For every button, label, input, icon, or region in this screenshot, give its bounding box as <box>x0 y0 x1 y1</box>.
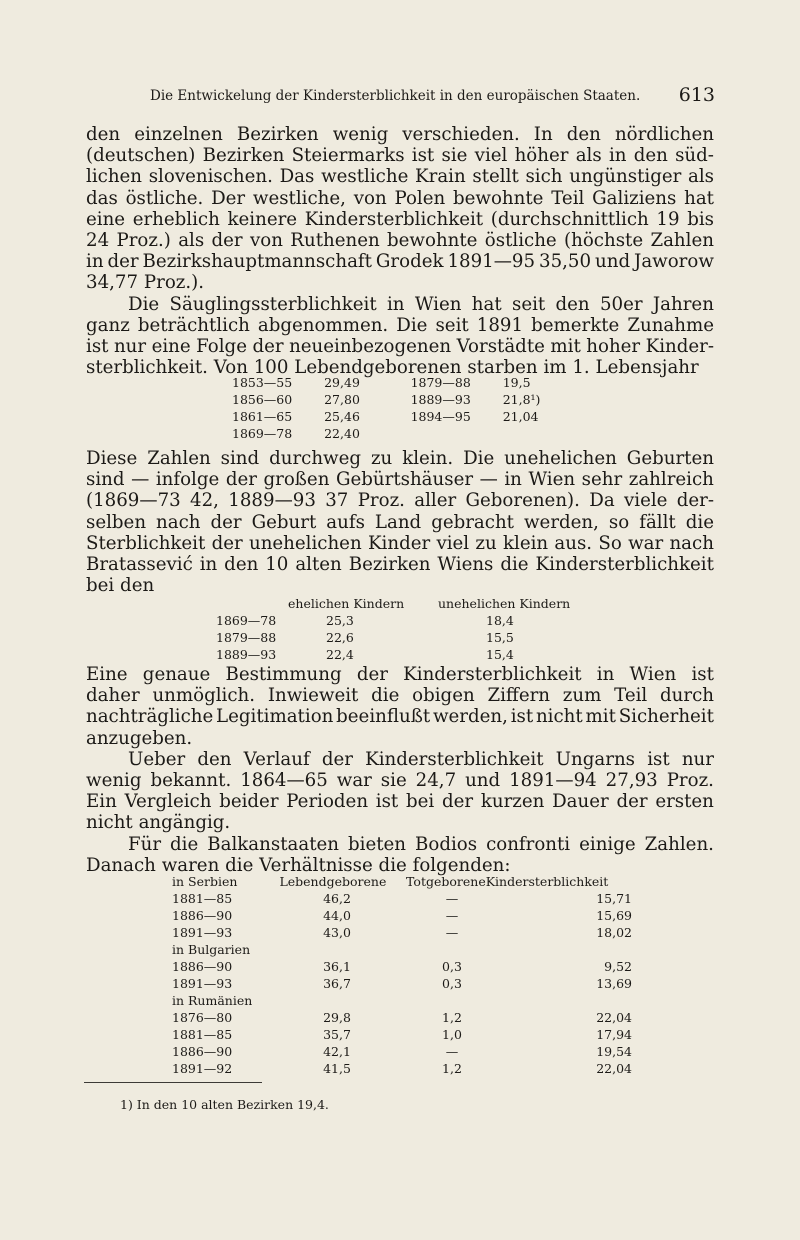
page-number: 613 <box>678 84 715 106</box>
table-cell: — <box>445 925 459 940</box>
table-cell: 1886—90 <box>172 1044 233 1059</box>
text-line: nachträgliche Legitimation beeinflußt werden, ist nicht mit Sicherheit <box>86 706 714 728</box>
table-cell: 0,3 <box>442 976 462 991</box>
table-cell: 0,3 <box>442 959 462 974</box>
legitimacy-table <box>216 596 616 664</box>
footnote-rule <box>84 1082 262 1083</box>
table-cell: 22,4 <box>326 647 354 662</box>
table-cell: 22,6 <box>326 630 354 645</box>
text-line: ganz beträchtlich abgenommen. Die seit 1891 bemerkte Zunahme <box>86 314 714 336</box>
table-cell: 1889—93 <box>410 392 471 407</box>
table-cell: 25,3 <box>326 613 354 628</box>
table-cell: 22,40 <box>324 426 360 441</box>
table-cell: 1881—85 <box>172 1027 233 1042</box>
body-text-3 <box>86 664 714 876</box>
group-label: in Rumänien <box>172 993 253 1008</box>
vienna-infant-mortality-table <box>232 375 592 443</box>
paragraph-3 <box>86 448 714 596</box>
table-row <box>172 908 632 925</box>
table-cell: 41,5 <box>323 1061 351 1076</box>
text-line: selben nach der Geburt aufs Land gebracht werden, so fällt die <box>86 511 714 533</box>
table-cell: 35,7 <box>323 1027 351 1042</box>
text-line: sterblichkeit. Von 100 Lebendgeborenen starben im 1. Lebensjahr <box>86 357 699 379</box>
table-cell <box>411 426 503 443</box>
running-title: Die Entwickelung der Kindersterblichkeit in den europäischen Staaten. <box>150 88 641 104</box>
table-cell: 29,49 <box>324 375 360 390</box>
table-cell: 1,2 <box>442 1010 462 1025</box>
text-line: eine erheblich keinere Kindersterblichkeit (durchschnittlich 19 bis <box>86 208 714 230</box>
table-row <box>216 647 616 664</box>
footnote: 1) In den 10 alten Bezirken 19,4. <box>120 1097 329 1112</box>
table-cell: 1861—65 <box>232 409 293 424</box>
table-cell: 1879—88 <box>216 630 277 645</box>
table-cell: 18,02 <box>596 925 632 940</box>
paragraph-4 <box>86 664 714 749</box>
table-cell: 27,80 <box>324 392 360 407</box>
column-header: Lebendgeborene <box>279 874 387 889</box>
text-line: in der Bezirkshauptmannschaft Grodek 1891—95 35,50 und Jaworow <box>86 251 714 273</box>
table-cell: 25,46 <box>324 409 360 424</box>
text-line: sind — infolge der großen Gebürtshäuser — in Wien sehr zahlreich <box>86 469 714 491</box>
table-cell: 19,54 <box>596 1044 632 1059</box>
table-cell: 1,2 <box>442 1061 462 1076</box>
table-cell: 1876—80 <box>172 1010 233 1025</box>
table-cell: 1886—90 <box>172 959 233 974</box>
table-cell: 15,71 <box>596 891 632 906</box>
table-cell: 46,2 <box>323 891 351 906</box>
table-cell: 1,0 <box>442 1027 462 1042</box>
balkan-table <box>172 874 632 1078</box>
table-cell: 15,69 <box>596 908 632 923</box>
table-row <box>172 1027 632 1044</box>
column-header: Totgeborene <box>406 874 486 889</box>
table-cell: 44,0 <box>323 908 351 923</box>
text-line: Die Säuglingssterblichkeit in Wien hat seit den 50er Jahren <box>128 293 714 315</box>
table-cell: 1889—93 <box>216 647 277 662</box>
text-line: Bratassević in den 10 alten Bezirken Wiens die Kindersterblichkeit <box>86 554 714 576</box>
text-line: 34,77 Proz.). <box>86 272 205 294</box>
table-cell: — <box>445 1044 459 1059</box>
table-cell: 17,94 <box>596 1027 632 1042</box>
table-cell: 1853—55 <box>232 375 293 390</box>
text-line: den einzelnen Bezirken wenig verschieden. In den nördlichen <box>86 124 714 145</box>
text-line: nicht angängig. <box>86 812 231 834</box>
text-line: Eine genaue Bestimmung der Kindersterblichkeit in Wien ist <box>86 664 714 685</box>
table-cell: 1881—85 <box>172 891 233 906</box>
table-row <box>172 976 632 993</box>
text-line: (1869—73 42, 1889—93 37 Proz. aller Geborenen). Da viele der- <box>86 490 714 512</box>
table-cell: 19,5 <box>502 375 531 390</box>
text-line: Ein Vergleich beider Perioden ist bei der kurzen Dauer der ersten <box>86 791 714 813</box>
paragraph-1 <box>86 124 714 294</box>
table-cell: 21,04 <box>502 409 539 424</box>
table-cell: 9,52 <box>604 959 632 974</box>
table-cell: 1879—88 <box>410 375 471 390</box>
table-cell: 21,8¹) <box>502 392 541 407</box>
group-label: in Bulgarien <box>172 942 251 957</box>
table-cell: — <box>445 908 459 923</box>
table-row <box>172 1044 632 1061</box>
table-cell: 22,04 <box>596 1010 632 1025</box>
running-header <box>150 84 715 108</box>
table-cell: 1891—93 <box>172 925 233 940</box>
table-cell: 42,1 <box>323 1044 351 1059</box>
table-cell: 15,4 <box>486 647 514 662</box>
table-row <box>216 630 616 647</box>
table-row <box>232 375 592 392</box>
table-cell: 1869—78 <box>232 426 293 441</box>
table-cell: 1856—60 <box>232 392 293 407</box>
text-line: anzugeben. <box>86 727 193 749</box>
table-cell: 36,7 <box>323 976 351 991</box>
table-cell: 29,8 <box>323 1010 351 1025</box>
table-row <box>172 1061 632 1078</box>
table-cell: — <box>445 891 459 906</box>
table-cell <box>503 426 592 443</box>
column-header: unehelichen Kindern <box>438 596 571 611</box>
text-line: das östliche. Der westliche, von Polen bewohnte Teil Galiziens hat <box>86 187 714 209</box>
table-row <box>172 959 632 976</box>
table-row <box>232 426 592 443</box>
table-row <box>232 409 592 426</box>
table-row <box>172 891 632 908</box>
table-row <box>172 1010 632 1027</box>
table-cell: 22,04 <box>596 1061 632 1076</box>
table-header <box>172 874 632 891</box>
table-cell: 1869—78 <box>216 613 277 628</box>
text-line: bei den <box>86 575 155 597</box>
column-header: Kindersterblichkeit <box>485 874 609 889</box>
paragraph-2 <box>86 294 714 379</box>
text-line: Für die Balkanstaaten bieten Bodios confronti einige Zahlen. <box>128 833 714 855</box>
table-row <box>216 613 616 630</box>
text-line: Sterblichkeit der unehelichen Kinder viel zu klein aus. So war nach <box>86 532 714 554</box>
text-line: daher unmöglich. Inwieweit die obigen Ziffern zum Teil durch <box>86 685 714 707</box>
table-header <box>216 596 616 613</box>
body-text-2 <box>86 448 714 596</box>
paragraph-5 <box>86 749 714 834</box>
text-line: (deutschen) Bezirken Steiermarks ist sie viel höher als in den süd- <box>86 145 714 167</box>
table-cell: 1886—90 <box>172 908 233 923</box>
text-line: ist nur eine Folge der neueinbezogenen Vorstädte mit hoher Kinder- <box>86 336 714 358</box>
table-cell: 1891—92 <box>172 1061 233 1076</box>
text-line: Diese Zahlen sind durchweg zu klein. Die unehelichen Geburten <box>86 448 714 469</box>
column-header: ehelichen Kindern <box>288 596 405 611</box>
body-text <box>86 124 714 378</box>
text-line: 24 Proz.) als der von Ruthenen bewohnte östliche (höchste Zahlen <box>86 230 714 252</box>
table-cell: 1894—95 <box>410 409 471 424</box>
table-cell: 13,69 <box>596 976 632 991</box>
table-cell: 43,0 <box>323 925 351 940</box>
text-line: Ueber den Verlauf der Kindersterblichkeit Ungarns ist nur <box>128 748 714 770</box>
table-row <box>172 925 632 942</box>
table-cell: 36,1 <box>323 959 351 974</box>
table-row <box>232 392 592 409</box>
text-line: wenig bekannt. 1864—65 war sie 24,7 und 1891—94 27,93 Proz. <box>86 770 714 792</box>
paragraph-6 <box>86 834 714 876</box>
text-line: Danach waren die Verhältnisse die folgenden: <box>86 854 511 876</box>
table-cell: 1891—93 <box>172 976 233 991</box>
column-header: in Serbien <box>172 874 238 889</box>
table-cell: 18,4 <box>486 613 514 628</box>
text-line: lichen slovenischen. Das westliche Krain stellt sich ungünstiger als <box>86 166 714 188</box>
table-cell: 15,5 <box>486 630 514 645</box>
